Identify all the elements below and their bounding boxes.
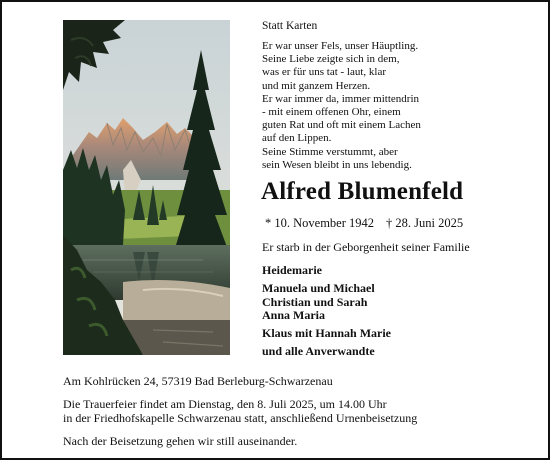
funeral-line: in der Friedhofskapelle Schwarzenau statt, anschließend Urnenbeisetzung [63,410,418,425]
mourner-group [262,345,391,358]
poem-line: guten Rat und oft mit einem Lachen [262,119,421,132]
mourner-name: Heidemarie [262,263,322,277]
intro-label: Statt Karten [262,20,318,32]
mourner-name: Klaus mit Hannah Marie [262,326,392,341]
mourner-name: Manuela und Michael [262,281,375,296]
mourner-group [262,264,391,277]
passing-statement: Er starb in der Geborgenheit seiner Familie [262,240,470,254]
poem-line: was er für uns tat - laut, klar [262,66,387,79]
poem-line: Er war unser Fels, unser Häuptling. [262,40,419,52]
poem-line: Er war immer da, immer mittendrin [262,92,420,105]
mourner-name: Christian und Sarah [262,294,368,309]
death-date: † 28. Juni 2025 [386,216,464,230]
funeral-details [63,398,417,426]
mourner-name: Anna Maria [262,307,325,322]
mourner-name: und alle Anverwandte [262,344,375,359]
closing-remark: Nach der Beisetzung gehen wir still auseinander. [63,434,298,448]
poem-line: sein Wesen bleibt in uns lebendig. [262,158,412,171]
poem-line: auf den Lippen. [262,132,332,145]
memorial-poem [262,40,537,172]
mountain-lake-photo [63,20,230,355]
poem-line: Seine Liebe zeigte sich in dem, [262,53,400,66]
birth-date: * 10. November 1942 [265,216,375,230]
poem-line: - mit einem offenen Ohr, einem [262,106,401,119]
mourner-group [262,282,391,322]
poem-line: und mit ganzem Herzen. [262,79,371,92]
family-address: Am Kohlrücken 24, 57319 Bad Berleburg-Schwarzenau [63,374,333,388]
mourners-list [262,264,391,364]
funeral-line: Die Trauerfeier findet am Dienstag, den 8. Juli 2025, um 14.00 Uhr [63,397,387,411]
poem-line: Seine Stimme verstummt, aber [262,145,398,158]
mourner-group [262,327,391,340]
life-dates [265,216,463,231]
deceased-name: Alfred Blumenfeld [261,178,464,205]
